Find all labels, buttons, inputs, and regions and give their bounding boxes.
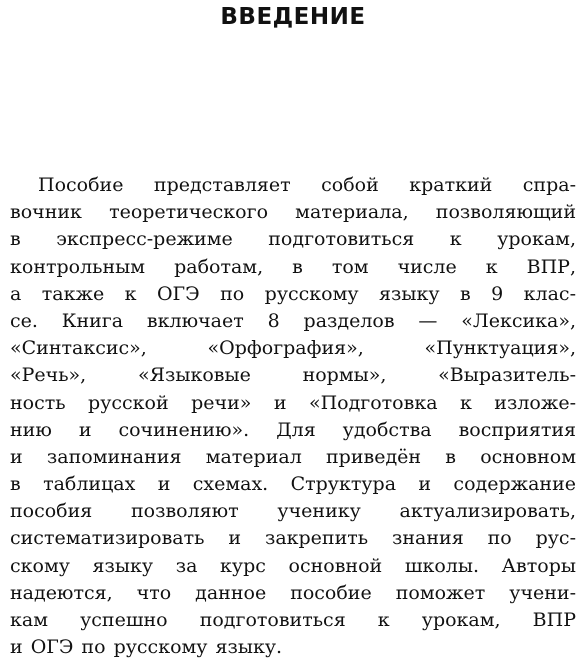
paragraph-line: ность русской речи» и «Подготовка к изложе- xyxy=(10,391,576,414)
paragraph-line: Пособие представляет собой краткий спра- xyxy=(38,174,576,196)
paragraph-line: в таблицах и схемах. Структура и содержание xyxy=(10,473,576,496)
paragraph-line: кам успешно подготовиться к урокам, ВПР xyxy=(10,609,576,631)
paragraph-line: и ОГЭ по русскому языку. xyxy=(10,636,283,659)
paragraph-line: пособия позволяют ученику актуализировать, xyxy=(10,500,576,523)
paragraph-line: скому языку за курс основной школы. Авторы xyxy=(10,554,576,577)
paragraph-line: се. Книга включает 8 разделов — «Лексика», xyxy=(10,309,576,332)
paragraph-line: в экспресс-режиме подготовиться к урокам, xyxy=(10,228,576,251)
paragraph-line: контрольным работам, в том числе к ВПР, xyxy=(10,255,576,278)
paragraph-line: «Синтаксис», «Орфография», «Пунктуация», xyxy=(10,337,576,360)
paragraph-line: систематизировать и закрепить знания по рус- xyxy=(10,527,576,550)
paragraph-line: надеются, что данное пособие поможет учени- xyxy=(10,581,576,604)
paragraph-line: «Речь», «Языковые нормы», «Выразитель- xyxy=(10,364,576,387)
paragraph-line: вочник теоретического материала, позволяющий xyxy=(10,201,576,224)
paragraph-line: нию и сочинению». Для удобства восприятия xyxy=(10,418,576,441)
introduction-paragraph xyxy=(10,172,576,661)
paragraph-line: а также к ОГЭ по русскому языку в 9 клас- xyxy=(10,282,576,305)
paragraph-line: и запоминания материал приведён в основном xyxy=(10,445,576,468)
page-title: ВВЕДЕНИЕ xyxy=(220,4,366,30)
